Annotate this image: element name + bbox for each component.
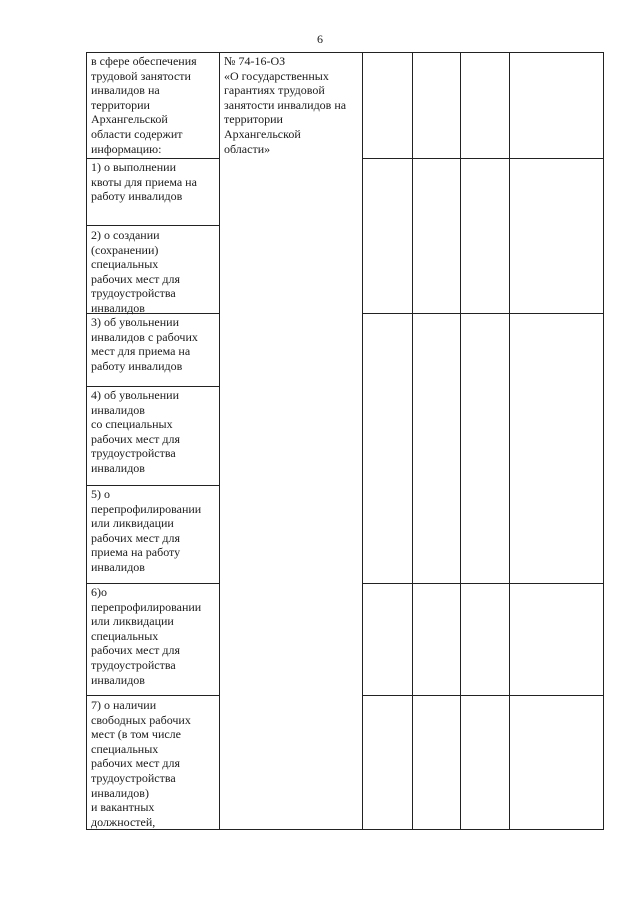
cell-item-7: 7) о наличии свободных рабочих мест (в том числе специальных рабочих мест для трудоустройства инвалидов) и вакантных должностей, [91,698,191,829]
column-divider-3 [412,52,413,830]
cell-item-2: 2) о создании (сохранении) специальных рабочих мест для трудоустройства инвалидов [91,228,180,315]
row-divider-col1 [86,485,219,486]
table-border-left [86,52,87,830]
cell-item-4: 4) об увольнении инвалидов со специальных рабочих мест для трудоустройства инвалидов [91,388,180,475]
row-divider-col1 [86,386,219,387]
column-divider-5 [509,52,510,830]
cell-item-6: 6)о перепрофилировании или ликвидации специальных рабочих мест для трудоустройства инвалидов [91,585,202,687]
table-border-top [86,52,604,53]
cell-item-1: 1) о выполнении квоты для приема на работу инвалидов [91,160,197,204]
row-divider-col1 [86,695,219,696]
law-reference-text: № 74-16-ОЗ «О государственных гарантиях трудовой занятости инвалидов на территории Архангельской области» [224,54,347,156]
cell-item-3: 3) об увольнении инвалидов с рабочих мест для приема на работу инвалидов [91,315,198,373]
row-divider-col1 [86,158,219,159]
row-divider-right [362,158,604,159]
row-divider-right [362,313,604,314]
column-divider-4 [460,52,461,830]
row-divider-col1 [86,583,219,584]
cell-item-5: 5) о перепрофилировании или ликвидации рабочих мест для приема на работу инвалидов [91,487,202,574]
row-divider-col1 [86,225,219,226]
column-divider-1 [219,52,220,830]
table-border-right [603,52,604,830]
column-divider-2 [362,52,363,830]
page-number: 6 [317,32,323,46]
row-divider-right [362,695,604,696]
cell-header-text: в сфере обеспечения трудовой занятости инвалидов на территории Архангельской области содержит информацию: [91,54,197,156]
row-divider-right [362,583,604,584]
